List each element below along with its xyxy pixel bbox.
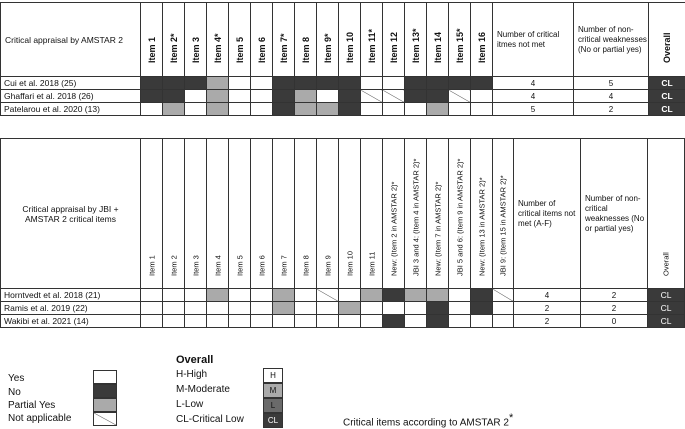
legend-partial-label: Partial Yes <box>8 400 56 411</box>
item-header <box>493 139 514 289</box>
rating-cell-no <box>427 90 449 103</box>
noncritical-count-header: Number of non-critical weaknesses (No or partial yes) <box>581 139 648 289</box>
item-header-label: Item 4 <box>213 255 222 276</box>
rating-cell-no <box>163 90 185 103</box>
item-header-label: Item 8 <box>300 36 311 63</box>
item-header <box>449 139 471 289</box>
overall-rating: CL <box>648 315 685 328</box>
rating-cell-no <box>471 302 493 315</box>
rating-cell-yes <box>185 302 207 315</box>
legend-no-swatch <box>93 384 117 398</box>
item-header <box>207 139 229 289</box>
table-title: Critical appraisal by JBI + AMSTAR 2 critical items <box>1 139 141 289</box>
rating-cell-yes <box>449 302 471 315</box>
rating-cell-yes <box>471 90 493 103</box>
item-header-label: Item 9* <box>322 33 333 63</box>
rating-cell-partial <box>273 289 295 302</box>
item-header-label: Item 8 <box>301 255 310 276</box>
item-header <box>339 3 361 77</box>
rating-cell-no <box>339 90 361 103</box>
item-header-label: Item 6 <box>256 36 267 63</box>
item-header-label: New: (Item 2 in AMSTAR 2)* <box>389 181 398 276</box>
rating-cell-yes <box>229 103 251 116</box>
item-header <box>471 139 493 289</box>
item-header-label: Item 3 <box>191 255 200 276</box>
rating-cell-no <box>405 90 427 103</box>
item-header-label: Item 13* <box>410 28 421 63</box>
rating-cell-yes <box>207 302 229 315</box>
item-header <box>141 3 163 77</box>
rating-cell-yes <box>295 289 317 302</box>
rating-cell-partial <box>427 103 449 116</box>
item-header-label: Item 1 <box>146 36 157 63</box>
rating-cell-na <box>317 289 339 302</box>
table-row <box>1 103 685 116</box>
rating-cell-yes <box>251 77 273 90</box>
item-header <box>185 139 207 289</box>
rating-cell-na <box>449 90 471 103</box>
item-header <box>471 3 493 77</box>
rating-cell-partial <box>361 289 383 302</box>
noncritical-count: 2 <box>581 302 648 315</box>
rating-cell-partial <box>339 302 361 315</box>
item-header-label: Item 15* <box>454 28 465 63</box>
table-row <box>1 315 685 328</box>
critical-items-note: Critical items according to AMSTAR 2* <box>343 412 514 429</box>
overall-legend-label: L-Low <box>176 399 204 410</box>
rating-cell-partial <box>207 90 229 103</box>
legend-no-label: No <box>8 387 21 398</box>
noncritical-count-header: Number of non-critical weaknesses (No or partial yes) <box>574 3 649 77</box>
overall-header: Overall <box>649 3 685 77</box>
table-row <box>1 90 685 103</box>
rating-cell-no <box>273 90 295 103</box>
table-row <box>1 77 685 90</box>
item-header-label: Item 2 <box>169 255 178 276</box>
rating-cell-no <box>163 77 185 90</box>
noncritical-count: 0 <box>581 315 648 328</box>
study-name: Patelarou et al. 2020 (13) <box>1 103 141 116</box>
item-header <box>141 139 163 289</box>
legend-na-label: Not applicable <box>8 413 72 424</box>
item-header <box>163 139 185 289</box>
table-row <box>1 302 685 315</box>
rating-cell-no <box>405 77 427 90</box>
item-header-label: Item 3 <box>190 36 201 63</box>
overall-rating: CL <box>649 90 685 103</box>
rating-cell-yes <box>207 315 229 328</box>
rating-cell-partial <box>207 103 229 116</box>
rating-cell-yes <box>141 315 163 328</box>
study-name: Ramis et al. 2019 (22) <box>1 302 141 315</box>
rating-cell-yes <box>163 315 185 328</box>
rating-cell-yes <box>229 90 251 103</box>
critical-count: 2 <box>514 315 581 328</box>
rating-cell-na <box>493 289 514 302</box>
rating-cell-yes <box>229 302 251 315</box>
legend-na-swatch <box>93 412 117 426</box>
rating-cell-yes <box>141 103 163 116</box>
item-header-label: Item 5 <box>234 36 245 63</box>
rating-cell-yes <box>141 302 163 315</box>
rating-cell-yes <box>185 103 207 116</box>
rating-cell-na <box>361 90 383 103</box>
table-title: Critical appraisal by AMSTAR 2 <box>1 3 141 77</box>
rating-cell-partial <box>295 90 317 103</box>
overall-legend-swatch: M <box>263 383 283 398</box>
item-header-label: Item 11* <box>366 28 377 63</box>
overall-legend-title: Overall <box>176 354 214 366</box>
rating-cell-no <box>339 77 361 90</box>
item-header-label: Item 4* <box>212 33 223 63</box>
rating-cell-yes <box>141 289 163 302</box>
rating-cell-yes <box>185 315 207 328</box>
item-header-label: JBI 9: (Item 15 in AMSTAR 2)* <box>498 175 508 276</box>
rating-cell-yes <box>185 289 207 302</box>
item-header <box>229 139 251 289</box>
item-header-label: New: (Item 13 in AMSTAR 2)* <box>477 177 486 276</box>
rating-cell-yes <box>251 315 273 328</box>
rating-cell-no <box>317 77 339 90</box>
critical-count: 4 <box>493 77 574 90</box>
rating-cell-no <box>273 77 295 90</box>
item-header-label: Item 14 <box>432 31 443 63</box>
rating-cell-yes <box>493 302 514 315</box>
rating-cell-no <box>273 103 295 116</box>
study-name: Ghaffari et al. 2018 (26) <box>1 90 141 103</box>
item-header-label: New: (Item 7 in AMSTAR 2)* <box>433 181 442 276</box>
rating-cell-yes <box>361 302 383 315</box>
item-header-label: Item 1 <box>147 255 156 276</box>
critical-count: 5 <box>493 103 574 116</box>
rating-cell-yes <box>405 103 427 116</box>
item-header <box>361 3 383 77</box>
study-name: Wakibi et al. 2021 (14) <box>1 315 141 328</box>
rating-cell-yes <box>229 315 251 328</box>
item-header <box>251 3 273 77</box>
item-header-label: Item 7 <box>279 255 288 276</box>
item-header-label: Item 12 <box>388 31 399 63</box>
jbi-amstar2-table <box>0 138 685 328</box>
noncritical-count: 2 <box>574 103 649 116</box>
rating-cell-yes <box>339 289 361 302</box>
rating-cell-yes <box>163 289 185 302</box>
item-header <box>317 139 339 289</box>
rating-cell-no <box>427 302 449 315</box>
item-header <box>295 3 317 77</box>
rating-cell-yes <box>361 77 383 90</box>
legend-partial-swatch <box>93 398 117 412</box>
header-row <box>1 3 685 77</box>
item-header <box>383 3 405 77</box>
item-header <box>383 139 405 289</box>
rating-cell-yes <box>251 289 273 302</box>
rating-cell-yes <box>295 315 317 328</box>
rating-cell-yes <box>317 302 339 315</box>
rating-cell-yes <box>317 90 339 103</box>
rating-cell-yes <box>383 77 405 90</box>
rating-cell-no <box>449 77 471 90</box>
rating-cell-yes <box>405 315 427 328</box>
item-header <box>361 139 383 289</box>
rating-cell-yes <box>493 315 514 328</box>
rating-cell-yes <box>471 103 493 116</box>
item-header <box>229 3 251 77</box>
item-header <box>427 3 449 77</box>
rating-cell-partial <box>427 289 449 302</box>
rating-cell-partial <box>317 103 339 116</box>
overall-legend-swatch: CL <box>263 413 283 428</box>
noncritical-count: 4 <box>574 90 649 103</box>
item-header-label: Item 2* <box>168 33 179 63</box>
rating-cell-no <box>141 77 163 90</box>
rating-cell-no <box>427 315 449 328</box>
rating-cell-partial <box>207 77 229 90</box>
rating-cell-yes <box>273 315 295 328</box>
item-header <box>449 3 471 77</box>
rating-cell-yes <box>251 302 273 315</box>
rating-cell-no <box>427 77 449 90</box>
rating-cell-partial <box>405 289 427 302</box>
critical-asterisk: * <box>508 412 514 424</box>
rating-cell-yes <box>229 77 251 90</box>
critical-count: 2 <box>514 302 581 315</box>
noncritical-count: 2 <box>581 289 648 302</box>
overall-legend-swatch: H <box>263 368 283 383</box>
item-header <box>273 139 295 289</box>
item-header-label: JBI 3 and 4: (Item 4 in AMSTAR 2)* <box>411 158 420 276</box>
rating-cell-no <box>141 90 163 103</box>
item-header <box>405 3 427 77</box>
study-name: Horntvedt et al. 2018 (21) <box>1 289 141 302</box>
rating-cell-no <box>471 77 493 90</box>
overall-legend-swatch: L <box>263 398 283 413</box>
item-header <box>207 3 229 77</box>
overall-header: Overall <box>648 139 685 289</box>
item-header-label: Item 11 <box>367 251 376 276</box>
study-name: Cui et al. 2018 (25) <box>1 77 141 90</box>
rating-cell-yes <box>229 289 251 302</box>
rating-cell-yes <box>295 302 317 315</box>
rating-cell-partial <box>295 103 317 116</box>
item-header-label: Item 10 <box>344 31 355 63</box>
rating-cell-yes <box>361 103 383 116</box>
item-header <box>295 139 317 289</box>
item-header <box>185 3 207 77</box>
rating-cell-yes <box>163 302 185 315</box>
rating-cell-yes <box>383 302 405 315</box>
item-header <box>163 3 185 77</box>
rating-cell-yes <box>317 315 339 328</box>
item-header <box>273 3 295 77</box>
rating-cell-yes <box>251 103 273 116</box>
critical-count: 4 <box>493 90 574 103</box>
rating-cell-partial <box>273 302 295 315</box>
overall-legend-label: M-Moderate <box>176 384 230 395</box>
rating-cell-yes <box>251 90 273 103</box>
item-header <box>317 3 339 77</box>
overall-rating: CL <box>648 289 685 302</box>
item-header <box>405 139 427 289</box>
rating-cell-yes <box>449 103 471 116</box>
legend-yes-label: Yes <box>8 373 25 384</box>
overall-legend-label: CL-Critical Low <box>176 414 244 425</box>
rating-cell-yes <box>471 315 493 328</box>
rating-cell-yes <box>383 103 405 116</box>
item-header-label: JBI 5 and 6: (Item 9 in AMSTAR 2)* <box>455 158 464 276</box>
rating-cell-no <box>339 103 361 116</box>
overall-rating: CL <box>648 302 685 315</box>
item-header-label: Item 16 <box>476 31 487 63</box>
item-header-label: Item 6 <box>257 255 266 276</box>
rating-cell-yes <box>449 315 471 328</box>
rating-cell-partial <box>163 103 185 116</box>
item-header <box>251 139 273 289</box>
legend-yes-swatch <box>93 370 117 384</box>
rating-cell-yes <box>361 315 383 328</box>
critical-count-header: Number of critical items not met (A-F) <box>514 139 581 289</box>
item-header-label: Item 5 <box>235 255 244 276</box>
item-header-label: Item 7* <box>278 33 289 63</box>
overall-rating: CL <box>649 103 685 116</box>
rating-cell-no <box>185 77 207 90</box>
overall-rating: CL <box>649 77 685 90</box>
rating-cell-na <box>383 90 405 103</box>
rating-cell-yes <box>185 90 207 103</box>
rating-cell-no <box>295 77 317 90</box>
rating-cell-yes <box>449 289 471 302</box>
item-header-label: Item 9 <box>323 255 332 276</box>
overall-legend-label: H-High <box>176 369 208 380</box>
header-row <box>1 139 685 289</box>
critical-count-header: Number of critical itmes not met <box>493 3 574 77</box>
rating-cell-no <box>471 289 493 302</box>
rating-cell-yes <box>339 315 361 328</box>
critical-count: 4 <box>514 289 581 302</box>
rating-cell-partial <box>207 289 229 302</box>
item-header-label: Item 10 <box>345 250 354 276</box>
noncritical-count: 5 <box>574 77 649 90</box>
rating-cell-yes <box>405 302 427 315</box>
item-header <box>339 139 361 289</box>
item-header <box>427 139 449 289</box>
table-row <box>1 289 685 302</box>
amstar2-table <box>0 2 685 116</box>
rating-cell-no <box>383 315 405 328</box>
rating-cell-no <box>383 289 405 302</box>
